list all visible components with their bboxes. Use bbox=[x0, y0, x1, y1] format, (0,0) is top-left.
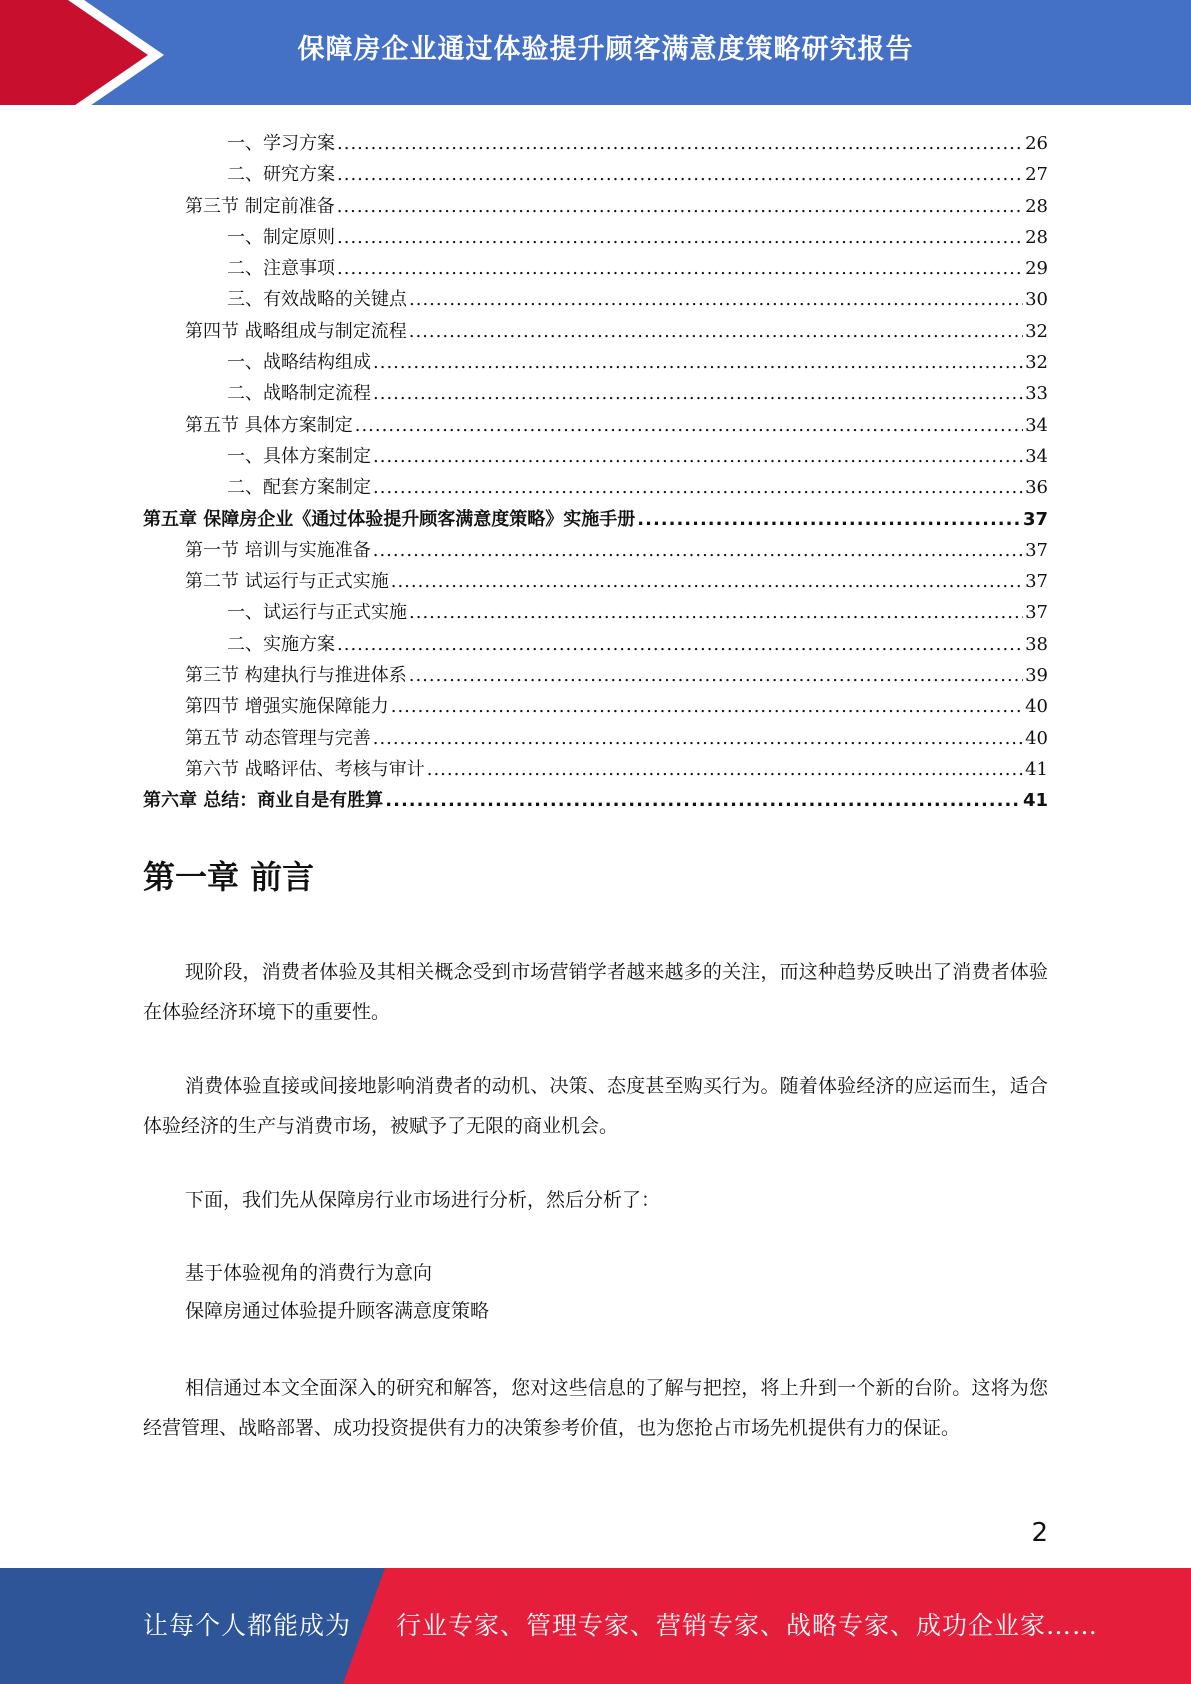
toc-dot-leader bbox=[637, 504, 1021, 535]
toc-entry-page: 34 bbox=[1025, 445, 1048, 467]
toc-entry[interactable] bbox=[143, 410, 1048, 441]
toc-entry-page: 29 bbox=[1025, 258, 1048, 280]
paragraph-1: 现阶段，消费者体验及其相关概念受到市场营销学者越来越多的关注，而这种趋势反映出了消费者体验在体验经济环境下的重要性。 bbox=[143, 961, 1048, 1023]
page-number: 2 bbox=[1031, 1518, 1048, 1548]
toc-entry[interactable] bbox=[143, 754, 1048, 785]
toc-entry-page: 38 bbox=[1025, 633, 1048, 655]
paragraph-4: 相信通过本文全面深入的研究和解答，您对这些信息的了解与把控，将上升到一个新的台阶。这将为您经营管理、战略部署、成功投资提供有力的决策参考价值，也为您抢占市场先机提供有力的保证。 bbox=[143, 1377, 1048, 1439]
toc-entry-title: 一、试运行与正式实施 bbox=[227, 602, 407, 624]
toc-entry-page: 26 bbox=[1025, 133, 1048, 154]
toc-entry-page: 41 bbox=[1022, 790, 1048, 812]
list-item-1: 基于体验视角的消费行为意向 bbox=[185, 1262, 433, 1284]
toc-entry[interactable] bbox=[143, 253, 1048, 284]
toc-dot-leader bbox=[409, 660, 1023, 691]
toc-entry[interactable] bbox=[143, 128, 1048, 159]
toc-entry[interactable] bbox=[143, 785, 1048, 816]
toc-entry-title: 二、实施方案 bbox=[227, 633, 335, 655]
page-header bbox=[0, 0, 1191, 110]
toc-dot-leader bbox=[337, 253, 1023, 284]
toc-entry-title: 第五节 具体方案制定 bbox=[185, 414, 353, 436]
toc-entry-page: 37 bbox=[1022, 508, 1048, 530]
toc-entry[interactable] bbox=[143, 566, 1048, 597]
toc-entry[interactable] bbox=[143, 316, 1048, 347]
toc-dot-leader bbox=[409, 316, 1023, 347]
header-bottom-band bbox=[0, 105, 1191, 110]
toc-dot-leader bbox=[337, 629, 1023, 660]
toc-entry-page: 34 bbox=[1025, 414, 1048, 436]
toc-entry-title: 第五章 保障房企业《通过体验提升顾客满意度策略》实施手册 bbox=[143, 508, 636, 530]
toc-entry[interactable] bbox=[143, 191, 1048, 222]
paragraph-2: 消费体验直接或间接地影响消费者的动机、决策、态度甚至购买行为。随着体验经济的应运而生，适合体验经济的生产与消费市场，被赋予了无限的商业机会。 bbox=[143, 1075, 1048, 1137]
toc-dot-leader bbox=[391, 691, 1023, 722]
toc-entry-title: 二、研究方案 bbox=[227, 164, 335, 186]
toc-entry-page: 27 bbox=[1025, 164, 1048, 186]
toc-entry-page: 37 bbox=[1025, 539, 1048, 561]
toc-entry-page: 30 bbox=[1025, 289, 1048, 311]
paragraph-3: 下面，我们先从保障房行业市场进行分析，然后分析了： bbox=[185, 1189, 661, 1211]
toc-dot-leader bbox=[355, 410, 1023, 441]
chapter-title: 第一章 前言 bbox=[143, 858, 315, 896]
toc-entry-title: 第三节 构建执行与推进体系 bbox=[185, 665, 407, 687]
toc-dot-leader bbox=[385, 785, 1021, 816]
toc-entry-title: 第四节 战略组成与制定流程 bbox=[185, 320, 407, 342]
toc-dot-leader bbox=[373, 723, 1023, 754]
toc-dot-leader bbox=[373, 472, 1023, 503]
toc-entry-title: 第六章 总结：商业自是有胜算 bbox=[143, 790, 384, 812]
toc-entry[interactable] bbox=[143, 159, 1048, 190]
toc-entry[interactable] bbox=[143, 222, 1048, 253]
toc-dot-leader bbox=[337, 159, 1023, 190]
toc-entry[interactable] bbox=[143, 723, 1048, 754]
toc-dot-leader bbox=[391, 566, 1023, 597]
toc-entry[interactable] bbox=[143, 597, 1048, 628]
toc-entry-page: 36 bbox=[1025, 477, 1048, 499]
toc-dot-leader bbox=[337, 128, 1023, 159]
toc-entry-title: 三、有效战略的关键点 bbox=[227, 289, 407, 311]
toc-entry-page: 32 bbox=[1025, 352, 1048, 374]
footer-slogan-left: 让每个人都能成为 bbox=[143, 1611, 352, 1640]
toc-entry[interactable] bbox=[143, 504, 1048, 535]
toc-entry[interactable] bbox=[143, 284, 1048, 315]
toc-entry-title: 第一节 培训与实施准备 bbox=[185, 539, 371, 561]
toc-dot-leader bbox=[409, 284, 1023, 315]
footer-slogan-right: 行业专家、管理专家、营销专家、战略专家、成功企业家…… bbox=[396, 1611, 1099, 1640]
toc-entry[interactable] bbox=[143, 535, 1048, 566]
toc-entry-page: 37 bbox=[1025, 602, 1048, 624]
toc-entry[interactable] bbox=[143, 347, 1048, 378]
table-of-contents bbox=[143, 128, 1048, 817]
toc-entry[interactable] bbox=[143, 629, 1048, 660]
toc-dot-leader bbox=[373, 347, 1023, 378]
toc-entry-page: 32 bbox=[1025, 320, 1048, 342]
toc-entry-page: 39 bbox=[1025, 665, 1048, 687]
toc-entry-page: 40 bbox=[1025, 727, 1048, 749]
toc-entry-title: 第三节 制定前准备 bbox=[185, 195, 335, 217]
toc-entry-page: 40 bbox=[1025, 696, 1048, 718]
toc-entry-title: 二、配套方案制定 bbox=[227, 477, 371, 499]
toc-entry[interactable] bbox=[143, 441, 1048, 472]
toc-dot-leader bbox=[337, 191, 1023, 222]
toc-entry-title: 一、制定原则 bbox=[227, 226, 335, 248]
toc-entry-title: 二、注意事项 bbox=[227, 258, 335, 280]
toc-entry-page: 33 bbox=[1025, 383, 1048, 405]
toc-entry-page: 37 bbox=[1025, 571, 1048, 593]
header-title: 保障房企业通过体验提升顾客满意度策略研究报告 bbox=[297, 34, 914, 65]
toc-entry[interactable] bbox=[143, 691, 1048, 722]
toc-entry-title: 第四节 增强实施保障能力 bbox=[185, 696, 389, 718]
toc-entry-page: 28 bbox=[1025, 226, 1048, 248]
toc-entry[interactable] bbox=[143, 472, 1048, 503]
toc-entry-title: 一、战略结构组成 bbox=[227, 352, 371, 374]
toc-dot-leader bbox=[373, 535, 1023, 566]
toc-entry[interactable] bbox=[143, 378, 1048, 409]
toc-dot-leader bbox=[373, 441, 1023, 472]
toc-entry-page: 28 bbox=[1025, 195, 1048, 217]
list-item-2: 保障房通过体验提升顾客满意度策略 bbox=[185, 1300, 490, 1322]
toc-dot-leader bbox=[373, 378, 1023, 409]
toc-dot-leader bbox=[427, 754, 1023, 785]
toc-entry-title: 二、战略制定流程 bbox=[227, 383, 371, 405]
toc-dot-leader bbox=[409, 597, 1023, 628]
toc-entry-title: 第二节 试运行与正式实施 bbox=[185, 571, 389, 593]
toc-dot-leader bbox=[337, 222, 1023, 253]
page-footer bbox=[0, 1568, 1191, 1684]
toc-entry-title: 一、学习方案 bbox=[227, 133, 335, 154]
toc-entry-title: 第六节 战略评估、考核与审计 bbox=[185, 758, 425, 780]
toc-entry-page: 41 bbox=[1025, 758, 1048, 780]
toc-entry-title: 一、具体方案制定 bbox=[227, 445, 371, 467]
toc-entry[interactable] bbox=[143, 660, 1048, 691]
toc-entry-title: 第五节 动态管理与完善 bbox=[185, 727, 371, 749]
